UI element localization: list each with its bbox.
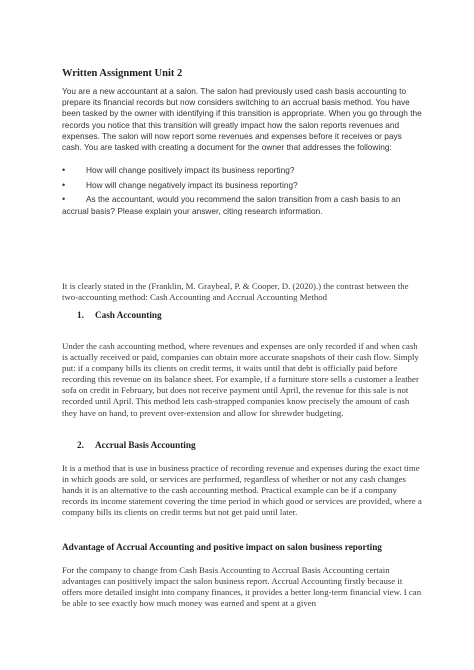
bullet-icon: • [62, 194, 66, 205]
bullet-icon: • [62, 165, 66, 175]
lead-paragraph: It is clearly stated in the (Franklin, M. Graybeal, P. & Cooper, D. (2020).) the contrast between the two-accounting method: Cash Accounting and Accrual Accounting Method [62, 281, 409, 303]
section-heading-advantages: Advantage of Accrual Accounting and positive impact on salon business reporting [62, 542, 382, 552]
bullet-icon: • [62, 179, 66, 190]
section-title: Cash Accounting [95, 310, 162, 320]
question-text: As the accountant, would you recommend the salon transition from a cash basis to an [86, 194, 401, 205]
section-heading-accrual-accounting [77, 440, 196, 450]
document-title: Written Assignment Unit 2 [62, 68, 183, 79]
question-item [62, 165, 422, 176]
question-text: How will change negatively impact its business reporting? [86, 179, 298, 190]
question-item [62, 194, 422, 216]
question-list [62, 165, 422, 220]
advantages-paragraph: For the company to change from Cash Basis Accounting to Accrual Basis Accounting certain advantages can positively impact the salon business report. Accrual Accounting firstly because it offers more detailed insight into company finances, it provides a better long-term financial view. I can be able to see exactly how much money was earned and spent at a given [62, 565, 422, 609]
section-number: 1. [77, 310, 84, 320]
question-text: How will change positively impact its business reporting? [86, 165, 295, 175]
cash-accounting-paragraph: Under the cash accounting method, where revenues and expenses are only recorded if and when cash is actually received or paid, companies can obtain more accurate snapshots of their cash flow. Simply put: if a company bills its clients on credit terms, it waits until that debt is officially paid before recording this revenue on its balance sheet. For example, if a furniture store sells a customer a leather sofa on credit in February, but does not receive payment until April, the revenue for this sale is not recorded until April. This method lets cash-strapped companies know precisely the amount of cash they have on hand, to prevent over-extension and allow for shrewder budgeting. [62, 341, 419, 418]
section-heading-cash-accounting [77, 310, 162, 320]
section-title: Accrual Basis Accounting [95, 440, 196, 450]
section-number: 2. [77, 440, 84, 450]
accrual-accounting-paragraph: It is a method that is use in business practice of recording revenue and expenses during the exact time in which goods are sold, or services are performed, regardless of whether or not any cash changes hands it is an alternative to the cash accounting method. Practical example can be if a company records its income statement covering the time period in which good or services are provided, where a company bills its clients on credit terms but not get paid until later. [62, 463, 422, 518]
question-item [62, 180, 422, 191]
intro-paragraph: You are a new accountant at a salon. The salon had previously used cash basis accounting to prepare its financial records but now considers switching to an accrual basis method. You have been tasked by the owner with identifying if this transition is appropriate. When you go through the records you notice that this transition will greatly impact how the salon reports revenues and expenses. The salon will now report some revenues and expenses before it receives or pays cash. You are tasked with creating a document for the owner that addresses the following: [62, 86, 422, 153]
question-text-continuation: accrual basis? Please explain your answer, citing research information. [62, 205, 323, 216]
